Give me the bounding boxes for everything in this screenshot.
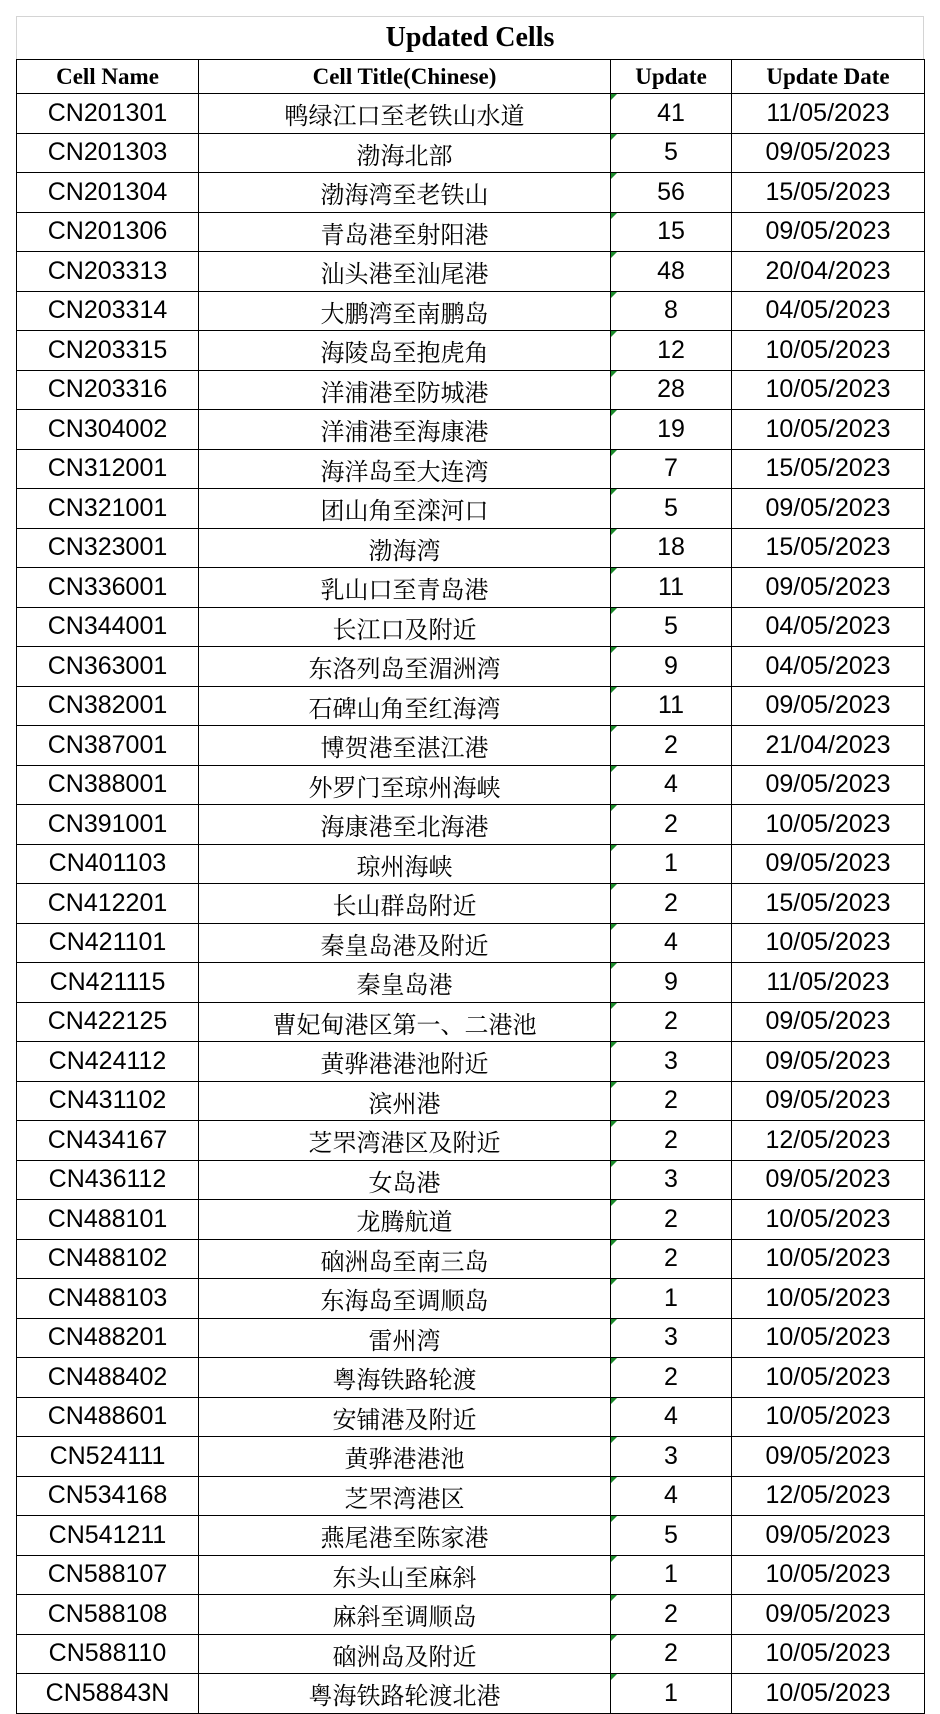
- cell-name: CN323001: [17, 528, 199, 568]
- table-row: [17, 449, 925, 489]
- cell-name: CN201301: [17, 94, 199, 134]
- update-count: 4: [611, 765, 732, 805]
- update-date: 10/05/2023: [732, 370, 925, 410]
- cell-title-chinese: 渤海北部: [199, 133, 611, 173]
- update-count: 41: [611, 94, 732, 134]
- cell-name: CN534168: [17, 1476, 199, 1516]
- cell-title-chinese: 黄骅港港池: [199, 1437, 611, 1477]
- header-update: Update: [611, 60, 732, 94]
- table-row: [17, 1476, 925, 1516]
- table-row: [17, 1674, 925, 1714]
- update-count: 28: [611, 370, 732, 410]
- update-date: 09/05/2023: [732, 212, 925, 252]
- update-count: 3: [611, 1318, 732, 1358]
- cell-title-chinese: 渤海湾至老铁山: [199, 173, 611, 213]
- updated-cells-table: [16, 59, 925, 1714]
- update-count: 18: [611, 528, 732, 568]
- update-count: 1: [611, 1279, 732, 1319]
- update-count: 1: [611, 1555, 732, 1595]
- update-count: 19: [611, 410, 732, 450]
- cell-title-chinese: 博贺港至湛江港: [199, 726, 611, 766]
- cell-title-chinese: 海陵岛至抱虎角: [199, 331, 611, 371]
- update-date: 10/05/2023: [732, 1674, 925, 1714]
- update-count: 4: [611, 1476, 732, 1516]
- update-count: 2: [611, 1121, 732, 1161]
- table-row: [17, 291, 925, 331]
- cell-title-chinese: 乳山口至青岛港: [199, 568, 611, 608]
- cell-title-chinese: 硇洲岛及附近: [199, 1634, 611, 1674]
- cell-title-chinese: 洋浦港至海康港: [199, 410, 611, 450]
- cell-title-chinese: 粤海铁路轮渡: [199, 1358, 611, 1398]
- cell-name: CN436112: [17, 1160, 199, 1200]
- sheet-title: Updated Cells: [16, 16, 924, 59]
- cell-title-chinese: 长江口及附近: [199, 607, 611, 647]
- table-row: [17, 173, 925, 213]
- cell-title-chinese: 秦皇岛港及附近: [199, 923, 611, 963]
- update-date: 09/05/2023: [732, 844, 925, 884]
- update-date: 09/05/2023: [732, 1516, 925, 1556]
- cell-name: CN488103: [17, 1279, 199, 1319]
- cell-name: CN382001: [17, 686, 199, 726]
- update-date: 09/05/2023: [732, 1002, 925, 1042]
- table-row: [17, 568, 925, 608]
- table-row: [17, 1081, 925, 1121]
- cell-name: CN488102: [17, 1239, 199, 1279]
- cell-title-chinese: 滨州港: [199, 1081, 611, 1121]
- update-count: 5: [611, 1516, 732, 1556]
- update-date: 10/05/2023: [732, 331, 925, 371]
- update-count: 2: [611, 805, 732, 845]
- update-date: 10/05/2023: [732, 1239, 925, 1279]
- table-row: [17, 1200, 925, 1240]
- cell-name: CN488601: [17, 1397, 199, 1437]
- table-row: [17, 726, 925, 766]
- update-date: 09/05/2023: [732, 765, 925, 805]
- table-row: [17, 252, 925, 292]
- cell-title-chinese: 大鹏湾至南鹏岛: [199, 291, 611, 331]
- update-date: 09/05/2023: [732, 686, 925, 726]
- table-row: [17, 1002, 925, 1042]
- cell-title-chinese: 长山群岛附近: [199, 884, 611, 924]
- cell-name: CN387001: [17, 726, 199, 766]
- cell-title-chinese: 海洋岛至大连湾: [199, 449, 611, 489]
- cell-title-chinese: 渤海湾: [199, 528, 611, 568]
- table-row: [17, 94, 925, 134]
- cell-title-chinese: 东洛列岛至湄洲湾: [199, 647, 611, 687]
- update-count: 5: [611, 133, 732, 173]
- update-count: 48: [611, 252, 732, 292]
- cell-title-chinese: 东头山至麻斜: [199, 1555, 611, 1595]
- update-count: 3: [611, 1437, 732, 1477]
- update-date: 15/05/2023: [732, 173, 925, 213]
- cell-name: CN431102: [17, 1081, 199, 1121]
- cell-name: CN434167: [17, 1121, 199, 1161]
- cell-title-chinese: 曹妃甸港区第一、二港池: [199, 1002, 611, 1042]
- update-date: 10/05/2023: [732, 805, 925, 845]
- cell-name: CN58843N: [17, 1674, 199, 1714]
- update-count: 2: [611, 726, 732, 766]
- update-date: 21/04/2023: [732, 726, 925, 766]
- cell-name: CN488201: [17, 1318, 199, 1358]
- cell-title-chinese: 石碑山角至红海湾: [199, 686, 611, 726]
- cell-name: CN541211: [17, 1516, 199, 1556]
- table-row: [17, 1358, 925, 1398]
- update-date: 09/05/2023: [732, 1042, 925, 1082]
- cell-title-chinese: 琼州海峡: [199, 844, 611, 884]
- update-count: 4: [611, 1397, 732, 1437]
- update-date: 10/05/2023: [732, 410, 925, 450]
- cell-name: CN203316: [17, 370, 199, 410]
- update-count: 12: [611, 331, 732, 371]
- update-date: 10/05/2023: [732, 1555, 925, 1595]
- cell-name: CN203313: [17, 252, 199, 292]
- table-row: [17, 805, 925, 845]
- updated-cells-sheet: [16, 16, 924, 1714]
- table-row: [17, 1279, 925, 1319]
- update-count: 3: [611, 1042, 732, 1082]
- update-count: 3: [611, 1160, 732, 1200]
- update-count: 8: [611, 291, 732, 331]
- table-row: [17, 1239, 925, 1279]
- cell-name: CN588110: [17, 1634, 199, 1674]
- update-count: 4: [611, 923, 732, 963]
- update-date: 09/05/2023: [732, 489, 925, 529]
- cell-title-chinese: 硇洲岛至南三岛: [199, 1239, 611, 1279]
- update-date: 04/05/2023: [732, 291, 925, 331]
- cell-title-chinese: 龙腾航道: [199, 1200, 611, 1240]
- update-count: 2: [611, 1239, 732, 1279]
- cell-name: CN201303: [17, 133, 199, 173]
- cell-name: CN401103: [17, 844, 199, 884]
- table-row: [17, 647, 925, 687]
- cell-title-chinese: 秦皇岛港: [199, 963, 611, 1003]
- update-date: 10/05/2023: [732, 1358, 925, 1398]
- update-count: 1: [611, 1674, 732, 1714]
- update-count: 5: [611, 489, 732, 529]
- table-row: [17, 1397, 925, 1437]
- cell-title-chinese: 黄骅港港池附近: [199, 1042, 611, 1082]
- cell-name: CN336001: [17, 568, 199, 608]
- cell-title-chinese: 麻斜至调顺岛: [199, 1595, 611, 1635]
- table-row: [17, 686, 925, 726]
- update-date: 09/05/2023: [732, 1595, 925, 1635]
- cell-name: CN201306: [17, 212, 199, 252]
- table-row: [17, 607, 925, 647]
- cell-name: CN388001: [17, 765, 199, 805]
- table-body: [17, 94, 925, 1714]
- table-row: [17, 528, 925, 568]
- update-date: 10/05/2023: [732, 1397, 925, 1437]
- update-date: 10/05/2023: [732, 1200, 925, 1240]
- update-date: 09/05/2023: [732, 133, 925, 173]
- update-count: 11: [611, 568, 732, 608]
- cell-name: CN412201: [17, 884, 199, 924]
- table-row: [17, 844, 925, 884]
- update-count: 5: [611, 607, 732, 647]
- cell-title-chinese: 芝罘湾港区及附近: [199, 1121, 611, 1161]
- cell-name: CN203315: [17, 331, 199, 371]
- update-date: 11/05/2023: [732, 963, 925, 1003]
- cell-name: CN588107: [17, 1555, 199, 1595]
- header-row: [17, 60, 925, 94]
- cell-title-chinese: 团山角至滦河口: [199, 489, 611, 529]
- update-count: 9: [611, 963, 732, 1003]
- update-date: 10/05/2023: [732, 1279, 925, 1319]
- cell-name: CN422125: [17, 1002, 199, 1042]
- update-count: 2: [611, 1200, 732, 1240]
- cell-name: CN488101: [17, 1200, 199, 1240]
- update-count: 2: [611, 1358, 732, 1398]
- update-date: 09/05/2023: [732, 1160, 925, 1200]
- cell-title-chinese: 雷州湾: [199, 1318, 611, 1358]
- update-count: 2: [611, 1634, 732, 1674]
- cell-title-chinese: 外罗门至琼州海峡: [199, 765, 611, 805]
- table-row: [17, 884, 925, 924]
- cell-title-chinese: 汕头港至汕尾港: [199, 252, 611, 292]
- update-date: 10/05/2023: [732, 1634, 925, 1674]
- header-update-date: Update Date: [732, 60, 925, 94]
- cell-title-chinese: 青岛港至射阳港: [199, 212, 611, 252]
- update-date: 20/04/2023: [732, 252, 925, 292]
- table-row: [17, 1555, 925, 1595]
- table-row: [17, 1634, 925, 1674]
- table-row: [17, 489, 925, 529]
- cell-title-chinese: 燕尾港至陈家港: [199, 1516, 611, 1556]
- update-date: 15/05/2023: [732, 528, 925, 568]
- cell-title-chinese: 洋浦港至防城港: [199, 370, 611, 410]
- cell-name: CN524111: [17, 1437, 199, 1477]
- table-row: [17, 370, 925, 410]
- header-cell-title: Cell Title(Chinese): [199, 60, 611, 94]
- table-row: [17, 133, 925, 173]
- cell-name: CN304002: [17, 410, 199, 450]
- header-cell-name: Cell Name: [17, 60, 199, 94]
- cell-title-chinese: 女岛港: [199, 1160, 611, 1200]
- table-row: [17, 1121, 925, 1161]
- cell-name: CN391001: [17, 805, 199, 845]
- update-date: 09/05/2023: [732, 1081, 925, 1121]
- table-row: [17, 1437, 925, 1477]
- update-count: 7: [611, 449, 732, 489]
- table-row: [17, 963, 925, 1003]
- table-row: [17, 212, 925, 252]
- cell-name: CN344001: [17, 607, 199, 647]
- update-date: 10/05/2023: [732, 1318, 925, 1358]
- cell-title-chinese: 芝罘湾港区: [199, 1476, 611, 1516]
- table-row: [17, 765, 925, 805]
- cell-name: CN421101: [17, 923, 199, 963]
- update-date: 12/05/2023: [732, 1121, 925, 1161]
- update-date: 10/05/2023: [732, 923, 925, 963]
- update-count: 11: [611, 686, 732, 726]
- cell-title-chinese: 鸭绿江口至老铁山水道: [199, 94, 611, 134]
- update-count: 15: [611, 212, 732, 252]
- update-count: 2: [611, 884, 732, 924]
- cell-name: CN201304: [17, 173, 199, 213]
- cell-name: CN321001: [17, 489, 199, 529]
- cell-name: CN203314: [17, 291, 199, 331]
- cell-title-chinese: 安铺港及附近: [199, 1397, 611, 1437]
- table-row: [17, 1042, 925, 1082]
- cell-title-chinese: 东海岛至调顺岛: [199, 1279, 611, 1319]
- table-row: [17, 1160, 925, 1200]
- table-row: [17, 1516, 925, 1556]
- update-count: 2: [611, 1002, 732, 1042]
- update-date: 04/05/2023: [732, 647, 925, 687]
- update-date: 09/05/2023: [732, 1437, 925, 1477]
- cell-title-chinese: 海康港至北海港: [199, 805, 611, 845]
- update-date: 15/05/2023: [732, 884, 925, 924]
- cell-name: CN312001: [17, 449, 199, 489]
- table-row: [17, 1595, 925, 1635]
- update-date: 11/05/2023: [732, 94, 925, 134]
- cell-name: CN588108: [17, 1595, 199, 1635]
- update-date: 09/05/2023: [732, 568, 925, 608]
- table-row: [17, 331, 925, 371]
- cell-name: CN363001: [17, 647, 199, 687]
- cell-name: CN424112: [17, 1042, 199, 1082]
- update-date: 15/05/2023: [732, 449, 925, 489]
- table-row: [17, 410, 925, 450]
- update-count: 2: [611, 1081, 732, 1121]
- update-count: 1: [611, 844, 732, 884]
- update-count: 56: [611, 173, 732, 213]
- update-date: 04/05/2023: [732, 607, 925, 647]
- update-count: 2: [611, 1595, 732, 1635]
- update-date: 12/05/2023: [732, 1476, 925, 1516]
- cell-name: CN421115: [17, 963, 199, 1003]
- table-row: [17, 923, 925, 963]
- cell-name: CN488402: [17, 1358, 199, 1398]
- update-count: 9: [611, 647, 732, 687]
- cell-title-chinese: 粤海铁路轮渡北港: [199, 1674, 611, 1714]
- table-row: [17, 1318, 925, 1358]
